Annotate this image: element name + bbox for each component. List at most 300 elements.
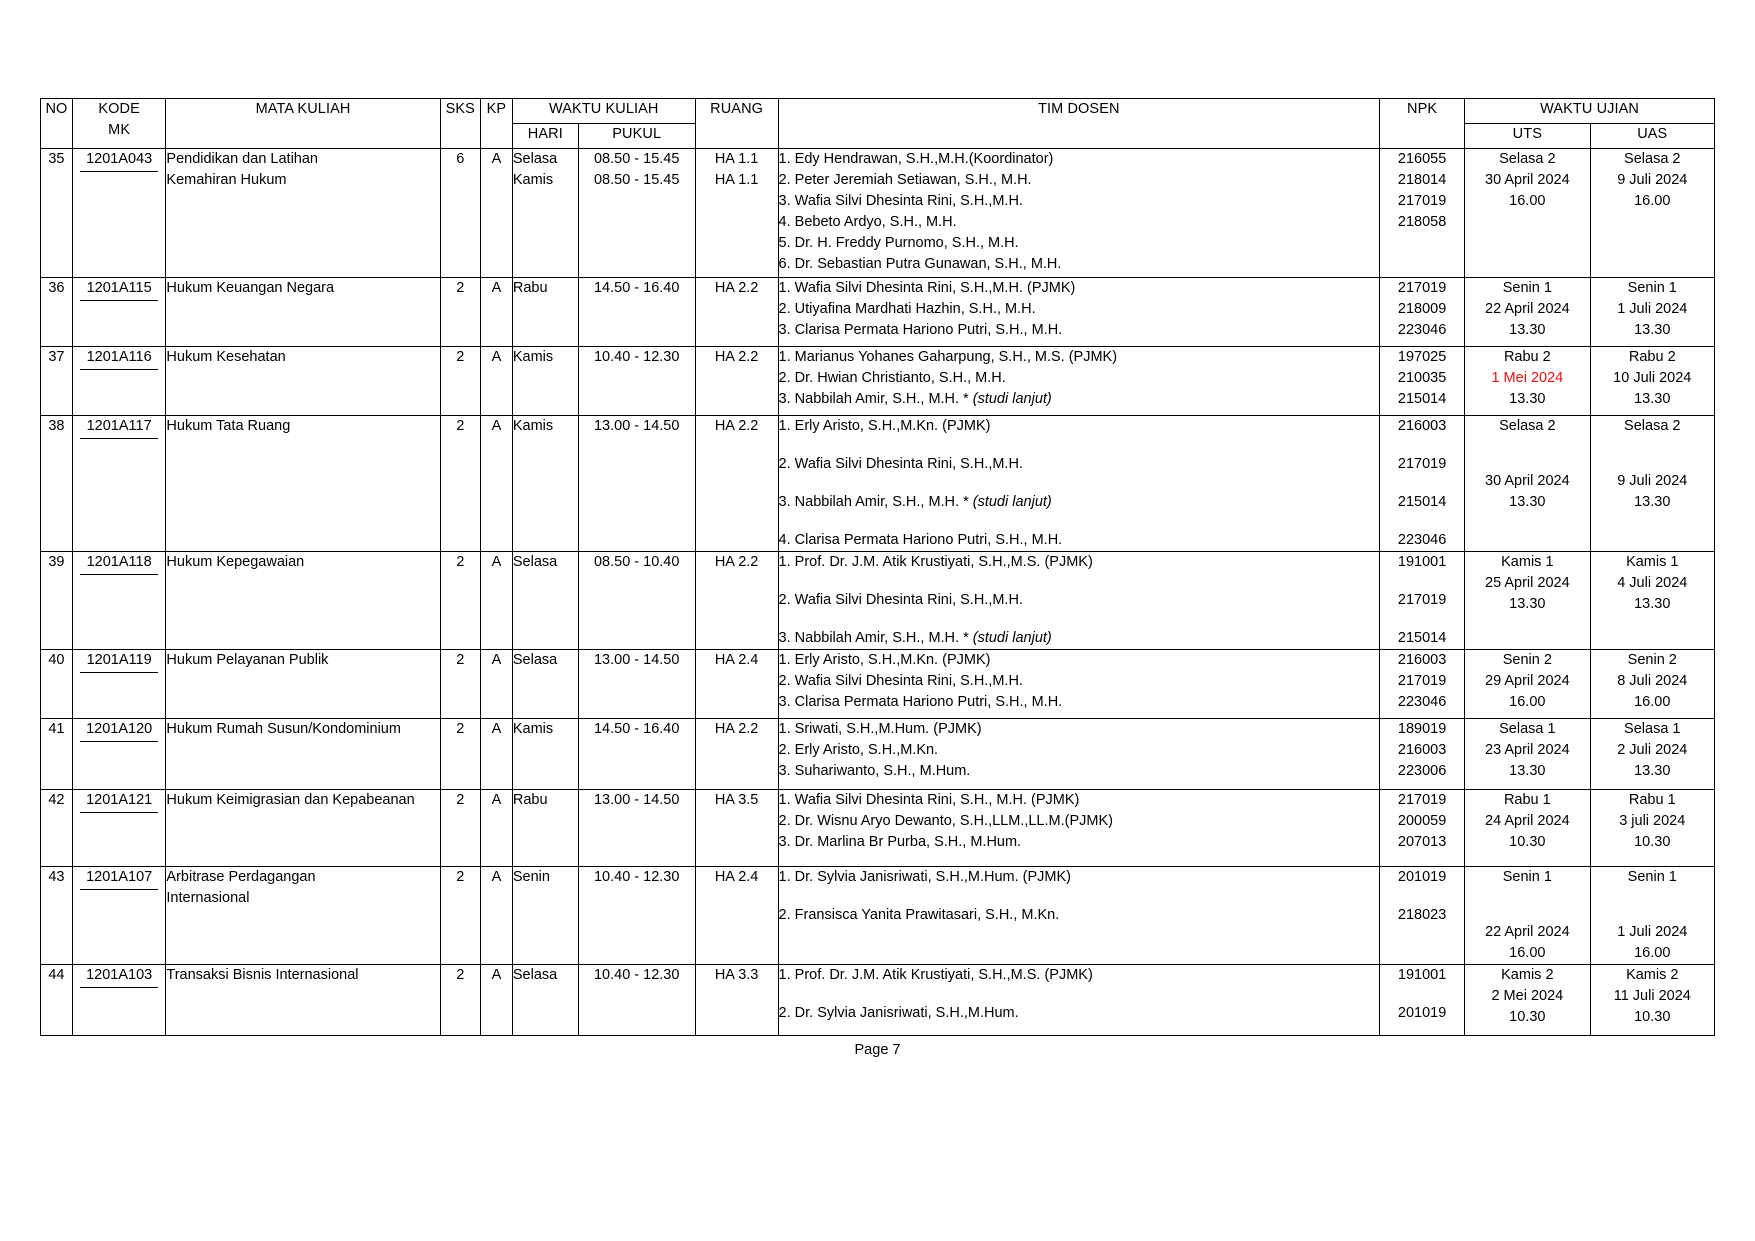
cell-ruang bbox=[695, 149, 778, 278]
course-code: 1201A115 bbox=[80, 278, 158, 301]
time-value: 14.50 - 16.40 bbox=[593, 280, 680, 296]
kp-value: A bbox=[491, 869, 502, 886]
dosen-entry: 5. Dr. H. Freddy Purnomo, S.H., M.H. bbox=[778, 235, 1019, 252]
day-value: Rabu bbox=[512, 792, 548, 809]
cell-uas bbox=[1590, 552, 1714, 650]
table-row bbox=[41, 416, 1715, 552]
dosen-entry: 6. Dr. Sebastian Putra Gunawan, S.H., M.H. bbox=[778, 256, 1062, 273]
course-name-line: Hukum Keuangan Negara bbox=[166, 280, 335, 296]
course-name-line: Arbitrase Perdagangan bbox=[166, 869, 316, 886]
exam-line: 16.00 bbox=[1509, 694, 1546, 711]
column-header-tim-dosen: TIM DOSEN bbox=[778, 99, 1380, 149]
exam-line: 13.30 bbox=[1509, 494, 1546, 511]
course-code: 1201A121 bbox=[80, 790, 158, 813]
time-value: 08.50 - 15.45 bbox=[593, 172, 680, 189]
kp-value: A bbox=[491, 792, 502, 809]
cell-uts bbox=[1465, 149, 1590, 278]
exam-line: 24 April 2024 bbox=[1485, 813, 1570, 830]
exam-line: Rabu 1 bbox=[1503, 792, 1551, 809]
dosen-entry: 2. Peter Jeremiah Setiawan, S.H., M.H. bbox=[778, 172, 1032, 189]
dosen-entry: 3. Nabbilah Amir, S.H., M.H. * (studi lanjut) bbox=[778, 630, 1052, 647]
exam-line: 16.00 bbox=[1634, 694, 1671, 711]
kp-value: A bbox=[491, 349, 502, 365]
cell-kode-mk bbox=[72, 965, 166, 1036]
column-header-sks: SKS bbox=[440, 99, 480, 149]
cell-sks bbox=[440, 867, 480, 965]
table-row bbox=[41, 965, 1715, 1036]
exam-line: 10.30 bbox=[1634, 1009, 1671, 1026]
cell-npk bbox=[1380, 278, 1465, 347]
cell-sks bbox=[440, 149, 480, 278]
cell-tim-dosen bbox=[778, 965, 1380, 1036]
time-value: 13.00 - 14.50 bbox=[593, 652, 680, 669]
npk-value: 189019 bbox=[1397, 721, 1447, 738]
cell-uts bbox=[1465, 347, 1590, 416]
exam-line: 10 Juli 2024 bbox=[1613, 370, 1692, 387]
course-name-line: Internasional bbox=[166, 890, 250, 907]
cell-ruang bbox=[695, 278, 778, 347]
day-value: Selasa bbox=[512, 967, 558, 984]
cell-ruang bbox=[695, 416, 778, 552]
row-number: 39 bbox=[48, 554, 65, 571]
course-code: 1201A043 bbox=[80, 149, 158, 172]
cell-uas bbox=[1590, 867, 1714, 965]
npk-value: 217019 bbox=[1397, 280, 1447, 296]
dosen-entry: 2. Dr. Hwian Christianto, S.H., M.H. bbox=[778, 370, 1006, 387]
row-number: 40 bbox=[48, 652, 65, 669]
cell-kode-mk bbox=[72, 650, 166, 719]
column-header-kode-mk bbox=[72, 99, 166, 149]
exam-line: 22 April 2024 bbox=[1485, 924, 1570, 941]
npk-value: 217019 bbox=[1397, 456, 1447, 473]
dosen-entry: 2. Wafia Silvi Dhesinta Rini, S.H.,M.H. bbox=[778, 456, 1023, 473]
day-value: Selasa bbox=[512, 151, 558, 167]
cell-hari bbox=[512, 867, 578, 965]
row-number: 43 bbox=[48, 869, 65, 886]
exam-line: Kamis 2 bbox=[1501, 967, 1554, 984]
cell-npk bbox=[1380, 965, 1465, 1036]
dosen-entry: 2. Wafia Silvi Dhesinta Rini, S.H.,M.H. bbox=[778, 592, 1023, 609]
cell-tim-dosen bbox=[778, 650, 1380, 719]
npk-value: 201019 bbox=[1397, 869, 1447, 886]
cell-no bbox=[41, 650, 73, 719]
cell-pukul bbox=[578, 790, 695, 867]
room-value: HA 3.3 bbox=[714, 967, 759, 984]
column-header-kode-line2: MK bbox=[108, 122, 131, 139]
cell-uas bbox=[1590, 149, 1714, 278]
cell-pukul bbox=[578, 347, 695, 416]
cell-kode-mk bbox=[72, 347, 166, 416]
cell-kp bbox=[480, 347, 512, 416]
course-code: 1201A103 bbox=[80, 965, 158, 988]
cell-tim-dosen bbox=[778, 416, 1380, 552]
cell-pukul bbox=[578, 149, 695, 278]
exam-line: 13.30 bbox=[1509, 763, 1546, 780]
course-name-line: Hukum Kesehatan bbox=[166, 349, 286, 365]
course-schedule-table bbox=[40, 98, 1715, 1036]
npk-value: 218009 bbox=[1397, 301, 1447, 318]
kp-value: A bbox=[491, 967, 502, 984]
exam-line: 29 April 2024 bbox=[1485, 673, 1570, 690]
time-value: 13.00 - 14.50 bbox=[593, 792, 680, 809]
cell-ruang bbox=[695, 650, 778, 719]
cell-sks bbox=[440, 552, 480, 650]
cell-uas bbox=[1590, 790, 1714, 867]
cell-tim-dosen bbox=[778, 719, 1380, 790]
exam-line: 25 April 2024 bbox=[1485, 575, 1570, 592]
npk-value: 223006 bbox=[1397, 763, 1447, 780]
exam-line: 10.30 bbox=[1509, 834, 1546, 851]
exam-line: 22 April 2024 bbox=[1485, 301, 1570, 318]
cell-kp bbox=[480, 790, 512, 867]
dosen-entry: 3. Nabbilah Amir, S.H., M.H. * (studi lanjut) bbox=[778, 494, 1052, 511]
cell-sks bbox=[440, 650, 480, 719]
row-number: 44 bbox=[48, 967, 65, 984]
cell-hari bbox=[512, 965, 578, 1036]
cell-ruang bbox=[695, 867, 778, 965]
npk-value: 217019 bbox=[1397, 193, 1447, 210]
cell-pukul bbox=[578, 719, 695, 790]
dosen-entry: 4. Bebeto Ardyo, S.H., M.H. bbox=[778, 214, 957, 231]
exam-line: Senin 1 bbox=[1627, 280, 1677, 296]
sks-value: 2 bbox=[456, 280, 465, 296]
npk-value: 217019 bbox=[1397, 792, 1447, 809]
cell-sks bbox=[440, 965, 480, 1036]
cell-hari bbox=[512, 278, 578, 347]
course-code: 1201A116 bbox=[80, 347, 158, 370]
cell-mata-kuliah bbox=[166, 278, 440, 347]
dosen-entry: 3. Clarisa Permata Hariono Putri, S.H., M.H. bbox=[778, 322, 1063, 339]
cell-uas bbox=[1590, 347, 1714, 416]
dosen-entry: 3. Clarisa Permata Hariono Putri, S.H., M.H. bbox=[778, 694, 1063, 711]
cell-hari bbox=[512, 347, 578, 416]
cell-kp bbox=[480, 965, 512, 1036]
cell-tim-dosen bbox=[778, 790, 1380, 867]
day-value: Kamis bbox=[512, 172, 554, 189]
npk-value: 215014 bbox=[1397, 630, 1447, 647]
dosen-entry: 1. Wafia Silvi Dhesinta Rini, S.H., M.H. (PJMK) bbox=[778, 792, 1080, 809]
dosen-entry: 1. Prof. Dr. J.M. Atik Krustiyati, S.H.,M.S. (PJMK) bbox=[778, 967, 1093, 984]
cell-ruang bbox=[695, 790, 778, 867]
dosen-entry: 1. Marianus Yohanes Gaharpung, S.H., M.S. (PJMK) bbox=[778, 349, 1118, 365]
dosen-entry: 2. Wafia Silvi Dhesinta Rini, S.H.,M.H. bbox=[778, 673, 1023, 690]
course-name-line: Hukum Rumah Susun/Kondominium bbox=[166, 721, 401, 738]
dosen-entry: 3. Wafia Silvi Dhesinta Rini, S.H.,M.H. bbox=[778, 193, 1023, 210]
table-row bbox=[41, 650, 1715, 719]
cell-tim-dosen bbox=[778, 149, 1380, 278]
exam-line: 13.30 bbox=[1634, 391, 1671, 408]
npk-value: 215014 bbox=[1397, 494, 1447, 511]
cell-tim-dosen bbox=[778, 278, 1380, 347]
time-value: 08.50 - 15.45 bbox=[593, 151, 680, 167]
table-row bbox=[41, 347, 1715, 416]
cell-no bbox=[41, 965, 73, 1036]
dosen-entry: 4. Clarisa Permata Hariono Putri, S.H., M.H. bbox=[778, 532, 1063, 549]
npk-value: 218014 bbox=[1397, 172, 1447, 189]
cell-kode-mk bbox=[72, 278, 166, 347]
cell-no bbox=[41, 278, 73, 347]
exam-line: 1 Juli 2024 bbox=[1617, 301, 1688, 318]
exam-line: 13.30 bbox=[1509, 596, 1546, 613]
exam-line: Selasa 2 bbox=[1624, 418, 1681, 434]
dosen-entry: 1. Sriwati, S.H.,M.Hum. (PJMK) bbox=[778, 721, 982, 738]
cell-uas bbox=[1590, 719, 1714, 790]
column-header-mata-kuliah: MATA KULIAH bbox=[166, 99, 440, 149]
sks-value: 6 bbox=[456, 151, 465, 167]
course-name-line: Hukum Tata Ruang bbox=[166, 418, 291, 434]
column-header-waktu-kuliah: WAKTU KULIAH bbox=[512, 99, 695, 124]
dosen-entry: 3. Nabbilah Amir, S.H., M.H. * (studi lanjut) bbox=[778, 391, 1052, 408]
column-header-no: NO bbox=[41, 99, 73, 149]
dosen-entry: 1. Wafia Silvi Dhesinta Rini, S.H.,M.H. (PJMK) bbox=[778, 280, 1076, 296]
cell-no bbox=[41, 867, 73, 965]
npk-value: 216003 bbox=[1397, 742, 1447, 759]
cell-pukul bbox=[578, 965, 695, 1036]
room-value: HA 3.5 bbox=[714, 792, 759, 809]
course-name-line: Transaksi Bisnis Internasional bbox=[166, 967, 359, 984]
table-row bbox=[41, 867, 1715, 965]
cell-kode-mk bbox=[72, 416, 166, 552]
npk-value: 200059 bbox=[1397, 813, 1447, 830]
course-name-line: Kemahiran Hukum bbox=[166, 172, 287, 189]
cell-mata-kuliah bbox=[166, 965, 440, 1036]
cell-npk bbox=[1380, 552, 1465, 650]
time-value: 13.00 - 14.50 bbox=[593, 418, 680, 434]
npk-value: 210035 bbox=[1397, 370, 1447, 387]
room-value: HA 2.4 bbox=[714, 652, 759, 669]
course-code: 1201A117 bbox=[80, 416, 158, 439]
cell-pukul bbox=[578, 416, 695, 552]
course-code: 1201A120 bbox=[80, 719, 158, 742]
cell-uas bbox=[1590, 278, 1714, 347]
exam-line: Selasa 2 bbox=[1499, 151, 1556, 167]
cell-npk bbox=[1380, 790, 1465, 867]
dosen-entry: 1. Erly Aristo, S.H.,M.Kn. (PJMK) bbox=[778, 418, 991, 434]
sks-value: 2 bbox=[456, 554, 465, 571]
exam-line: 30 April 2024 bbox=[1485, 473, 1570, 490]
column-header-waktu-ujian: WAKTU UJIAN bbox=[1465, 99, 1715, 124]
dosen-entry: 2. Dr. Wisnu Aryo Dewanto, S.H.,LLM.,LL.M.(PJMK) bbox=[778, 813, 1113, 830]
row-number: 38 bbox=[48, 418, 65, 434]
cell-kp bbox=[480, 416, 512, 552]
cell-npk bbox=[1380, 719, 1465, 790]
exam-line: Kamis 1 bbox=[1626, 554, 1679, 571]
exam-line: 9 Juli 2024 bbox=[1617, 473, 1688, 490]
npk-value: 216003 bbox=[1397, 652, 1447, 669]
cell-sks bbox=[440, 347, 480, 416]
cell-no bbox=[41, 790, 73, 867]
row-number: 41 bbox=[48, 721, 65, 738]
room-value: HA 2.2 bbox=[714, 554, 759, 571]
table-row bbox=[41, 552, 1715, 650]
cell-mata-kuliah bbox=[166, 552, 440, 650]
exam-line: 1 Juli 2024 bbox=[1617, 924, 1688, 941]
table-body bbox=[41, 149, 1715, 1036]
cell-kp bbox=[480, 149, 512, 278]
cell-uts bbox=[1465, 965, 1590, 1036]
exam-line: Senin 1 bbox=[1502, 869, 1552, 886]
npk-value: 223046 bbox=[1397, 694, 1447, 711]
cell-kp bbox=[480, 278, 512, 347]
cell-hari bbox=[512, 790, 578, 867]
column-header-kode-line1: KODE bbox=[98, 101, 140, 117]
dosen-entry: 3. Suhariwanto, S.H., M.Hum. bbox=[778, 763, 971, 780]
cell-hari bbox=[512, 719, 578, 790]
exam-line: 23 April 2024 bbox=[1485, 742, 1570, 759]
column-header-uas: UAS bbox=[1590, 124, 1714, 149]
exam-line: Kamis 2 bbox=[1626, 967, 1679, 984]
cell-ruang bbox=[695, 552, 778, 650]
exam-line: 13.30 bbox=[1634, 322, 1671, 339]
exam-line: 2 Mei 2024 bbox=[1491, 988, 1564, 1005]
page-footer: Page 7 bbox=[854, 1042, 901, 1058]
cell-mata-kuliah bbox=[166, 416, 440, 552]
cell-ruang bbox=[695, 965, 778, 1036]
cell-npk bbox=[1380, 416, 1465, 552]
day-value: Selasa bbox=[512, 554, 558, 571]
npk-value: 191001 bbox=[1397, 967, 1447, 984]
cell-hari bbox=[512, 416, 578, 552]
row-number: 35 bbox=[48, 151, 65, 167]
sks-value: 2 bbox=[456, 967, 465, 984]
exam-line: 11 Juli 2024 bbox=[1613, 988, 1691, 1005]
time-value: 10.40 - 12.30 bbox=[593, 349, 680, 365]
cell-kode-mk bbox=[72, 790, 166, 867]
exam-line: Selasa 1 bbox=[1499, 721, 1556, 738]
cell-kode-mk bbox=[72, 149, 166, 278]
exam-line: 16.00 bbox=[1509, 193, 1546, 210]
sks-value: 2 bbox=[456, 418, 465, 434]
day-value: Rabu bbox=[512, 280, 548, 296]
dosen-entry: 1. Dr. Sylvia Janisriwati, S.H.,M.Hum. (PJMK) bbox=[778, 869, 1072, 886]
cell-npk bbox=[1380, 347, 1465, 416]
cell-no bbox=[41, 149, 73, 278]
room-value: HA 2.2 bbox=[714, 280, 759, 296]
exam-line: 8 Juli 2024 bbox=[1617, 673, 1688, 690]
dosen-entry: 2. Utiyafina Mardhati Hazhin, S.H., M.H. bbox=[778, 301, 1036, 318]
cell-no bbox=[41, 416, 73, 552]
exam-line: 30 April 2024 bbox=[1485, 172, 1570, 189]
column-header-kp: KP bbox=[480, 99, 512, 149]
cell-pukul bbox=[578, 278, 695, 347]
column-header-npk: NPK bbox=[1380, 99, 1465, 149]
exam-line: Rabu 2 bbox=[1503, 349, 1551, 365]
kp-value: A bbox=[491, 151, 502, 167]
cell-ruang bbox=[695, 719, 778, 790]
exam-line: Senin 1 bbox=[1502, 280, 1552, 296]
kp-value: A bbox=[491, 280, 502, 296]
kp-value: A bbox=[491, 721, 502, 738]
sks-value: 2 bbox=[456, 792, 465, 809]
cell-mata-kuliah bbox=[166, 650, 440, 719]
npk-value: 197025 bbox=[1397, 349, 1447, 365]
course-name-line: Hukum Kepegawaian bbox=[166, 554, 305, 571]
sks-value: 2 bbox=[456, 721, 465, 738]
exam-line: Kamis 1 bbox=[1501, 554, 1554, 571]
dosen-entry: 2. Dr. Sylvia Janisriwati, S.H.,M.Hum. bbox=[778, 1005, 1019, 1022]
exam-line: 13.30 bbox=[1634, 494, 1671, 511]
npk-value: 223046 bbox=[1397, 532, 1447, 549]
cell-mata-kuliah bbox=[166, 867, 440, 965]
cell-uts bbox=[1465, 867, 1590, 965]
cell-no bbox=[41, 347, 73, 416]
row-number: 36 bbox=[48, 280, 65, 296]
course-code: 1201A118 bbox=[80, 552, 158, 575]
cell-sks bbox=[440, 719, 480, 790]
cell-hari bbox=[512, 650, 578, 719]
cell-kp bbox=[480, 650, 512, 719]
cell-hari bbox=[512, 149, 578, 278]
cell-uas bbox=[1590, 650, 1714, 719]
exam-line: Senin 1 bbox=[1627, 869, 1677, 886]
exam-line: Selasa 2 bbox=[1499, 418, 1556, 434]
cell-kp bbox=[480, 719, 512, 790]
sks-value: 2 bbox=[456, 349, 465, 365]
cell-ruang bbox=[695, 347, 778, 416]
cell-npk bbox=[1380, 149, 1465, 278]
kp-value: A bbox=[491, 554, 502, 571]
npk-value: 216003 bbox=[1397, 418, 1447, 434]
table-row bbox=[41, 149, 1715, 278]
cell-uas bbox=[1590, 965, 1714, 1036]
cell-hari bbox=[512, 552, 578, 650]
exam-line: 4 Juli 2024 bbox=[1617, 575, 1688, 592]
sks-value: 2 bbox=[456, 652, 465, 669]
npk-value: 216055 bbox=[1397, 151, 1447, 167]
cell-uas bbox=[1590, 416, 1714, 552]
cell-kode-mk bbox=[72, 867, 166, 965]
exam-line: 10.30 bbox=[1509, 1009, 1546, 1026]
exam-line: Senin 2 bbox=[1502, 652, 1552, 669]
exam-line: Senin 2 bbox=[1627, 652, 1677, 669]
table-row bbox=[41, 790, 1715, 867]
npk-value: 215014 bbox=[1397, 391, 1447, 408]
course-code: 1201A107 bbox=[80, 867, 158, 890]
exam-line: 10.30 bbox=[1634, 834, 1671, 851]
dosen-entry: 1. Erly Aristo, S.H.,M.Kn. (PJMK) bbox=[778, 652, 991, 669]
cell-no bbox=[41, 552, 73, 650]
time-value: 10.40 - 12.30 bbox=[593, 967, 680, 984]
exam-line: Selasa 2 bbox=[1624, 151, 1681, 167]
course-name-line: Hukum Keimigrasian dan Kepabeanan bbox=[166, 792, 415, 809]
kp-value: A bbox=[491, 418, 502, 434]
time-value: 10.40 - 12.30 bbox=[593, 869, 680, 886]
cell-mata-kuliah bbox=[166, 790, 440, 867]
cell-kode-mk bbox=[72, 719, 166, 790]
npk-value: 207013 bbox=[1397, 834, 1447, 851]
exam-line: 16.00 bbox=[1634, 193, 1671, 210]
exam-line: 9 Juli 2024 bbox=[1617, 172, 1688, 189]
cell-pukul bbox=[578, 552, 695, 650]
npk-value: 217019 bbox=[1397, 592, 1447, 609]
kp-value: A bbox=[491, 652, 502, 669]
exam-line: Selasa 1 bbox=[1624, 721, 1681, 738]
exam-line: Rabu 1 bbox=[1628, 792, 1676, 809]
cell-uts bbox=[1465, 650, 1590, 719]
column-header-ruang: RUANG bbox=[695, 99, 778, 149]
cell-tim-dosen bbox=[778, 867, 1380, 965]
row-number: 37 bbox=[48, 349, 65, 365]
exam-line: Rabu 2 bbox=[1628, 349, 1676, 365]
day-value: Kamis bbox=[512, 418, 554, 434]
course-name-line: Hukum Pelayanan Publik bbox=[166, 652, 329, 669]
table-row bbox=[41, 719, 1715, 790]
exam-line: 13.30 bbox=[1509, 322, 1546, 339]
cell-uts bbox=[1465, 790, 1590, 867]
day-value: Selasa bbox=[512, 652, 558, 669]
course-code: 1201A119 bbox=[80, 650, 158, 673]
npk-value: 218023 bbox=[1397, 907, 1447, 924]
